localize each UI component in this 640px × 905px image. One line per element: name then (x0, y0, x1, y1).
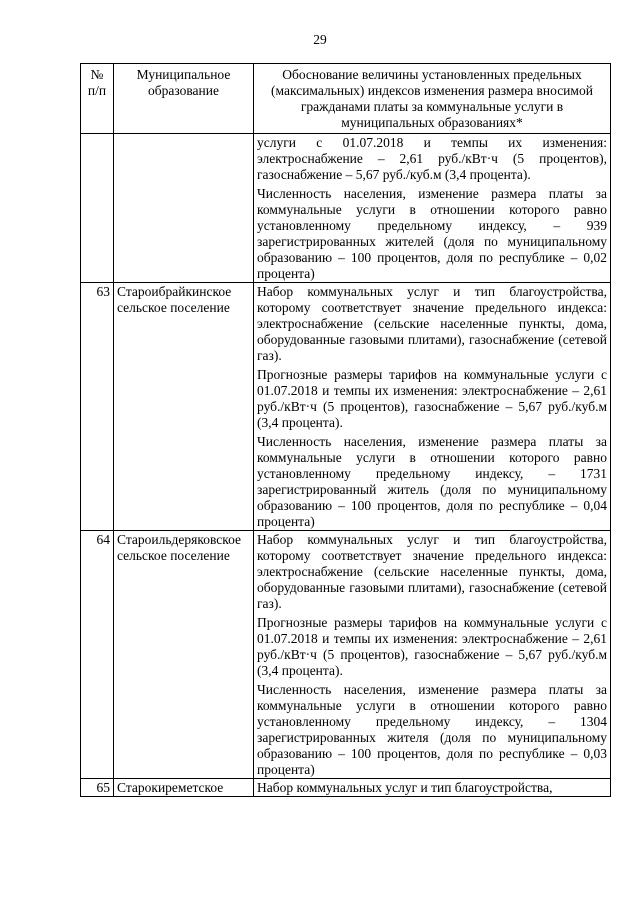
header-municipality: Муниципальное образование (114, 64, 254, 134)
num-cell: 65 (81, 779, 114, 797)
justification-paragraph: Численность населения, изменение размера платы за коммунальные услуги в отношении которого равно установленному предельному индексу, – 1304 зарегистрированных жителя (доля по муниципальному образованию – 100 процентов, доля по республике – 0,03 процента) (257, 682, 607, 777)
justification-cell (254, 134, 611, 283)
justification-cell (254, 283, 611, 531)
justification-paragraph: Набор коммунальных услуг и тип благоустройства, которому соответствует значение предельного индекса: электроснабжение (сельские населенные пункты, дома, оборудованные газовыми плитами), газоснабжение (сетевой газ). (257, 532, 607, 611)
num-cell: 63 (81, 283, 114, 531)
justification-paragraph: Набор коммунальных услуг и тип благоустройства, которому соответствует значение предельного индекса: электроснабжение (сельские населенные пункты, дома, оборудованные газовыми плитами), газоснабжение (сетевой газ). (257, 284, 607, 363)
justification-paragraph: Прогнозные размеры тарифов на коммунальные услуги с 01.07.2018 и темпы их изменения: электроснабжение – 2,61 руб./кВт·ч (5 процентов), газоснабжение – 5,67 руб./куб.м (3,4 процента). (257, 615, 607, 678)
num-cell (81, 134, 114, 283)
justification-paragraph: услуги с 01.07.2018 и темпы их изменения: электроснабжение – 2,61 руб./кВт·ч (5 процентов), газоснабжение – 5,67 руб./куб.м (3,4 процента). (257, 135, 607, 182)
num-cell: 64 (81, 531, 114, 779)
table-row-63 (81, 283, 611, 531)
table-row-64 (81, 531, 611, 779)
municipality-cell: Староильдеряковское сельское поселение (114, 531, 254, 779)
justification-cell (254, 779, 611, 797)
page-number: 29 (313, 32, 327, 47)
municipality-cell: Старокиреметское (114, 779, 254, 797)
table-row-65 (81, 779, 611, 797)
justification-paragraph: Численность населения, изменение размера платы за коммунальные услуги в отношении которого равно установленному предельному индексу, – 1731 зарегистрированный житель (доля по муниципальному образованию – 100 процентов, доля по республике – 0,04 процента) (257, 434, 607, 529)
justification-paragraph: Прогнозные размеры тарифов на коммунальные услуги с 01.07.2018 и темпы их изменения: электроснабжение – 2,61 руб./кВт·ч (5 процентов), газоснабжение – 5,67 руб./куб.м (3,4 процента). (257, 367, 607, 430)
header-justification: Обоснование величины установленных предельных (максимальных) индексов изменения размера вносимой гражданами платы за коммунальные услуги в муниципальных образованиях* (254, 64, 611, 134)
justification-cell (254, 531, 611, 779)
justification-paragraph: Набор коммунальных услуг и тип благоустройства, (257, 780, 553, 795)
table-header-row (81, 64, 611, 134)
header-num: № п/п (81, 64, 114, 134)
tariff-index-table (80, 63, 611, 797)
municipality-cell (114, 134, 254, 283)
municipality-cell: Староибрайкинское сельское поселение (114, 283, 254, 531)
table-row-continuation (81, 134, 611, 283)
justification-paragraph: Численность населения, изменение размера платы за коммунальные услуги в отношении которого равно установленному предельному индексу, – 939 зарегистрированных жителей (доля по муниципальному образованию – 100 процентов, доля по республике – 0,02 процента) (257, 186, 607, 281)
